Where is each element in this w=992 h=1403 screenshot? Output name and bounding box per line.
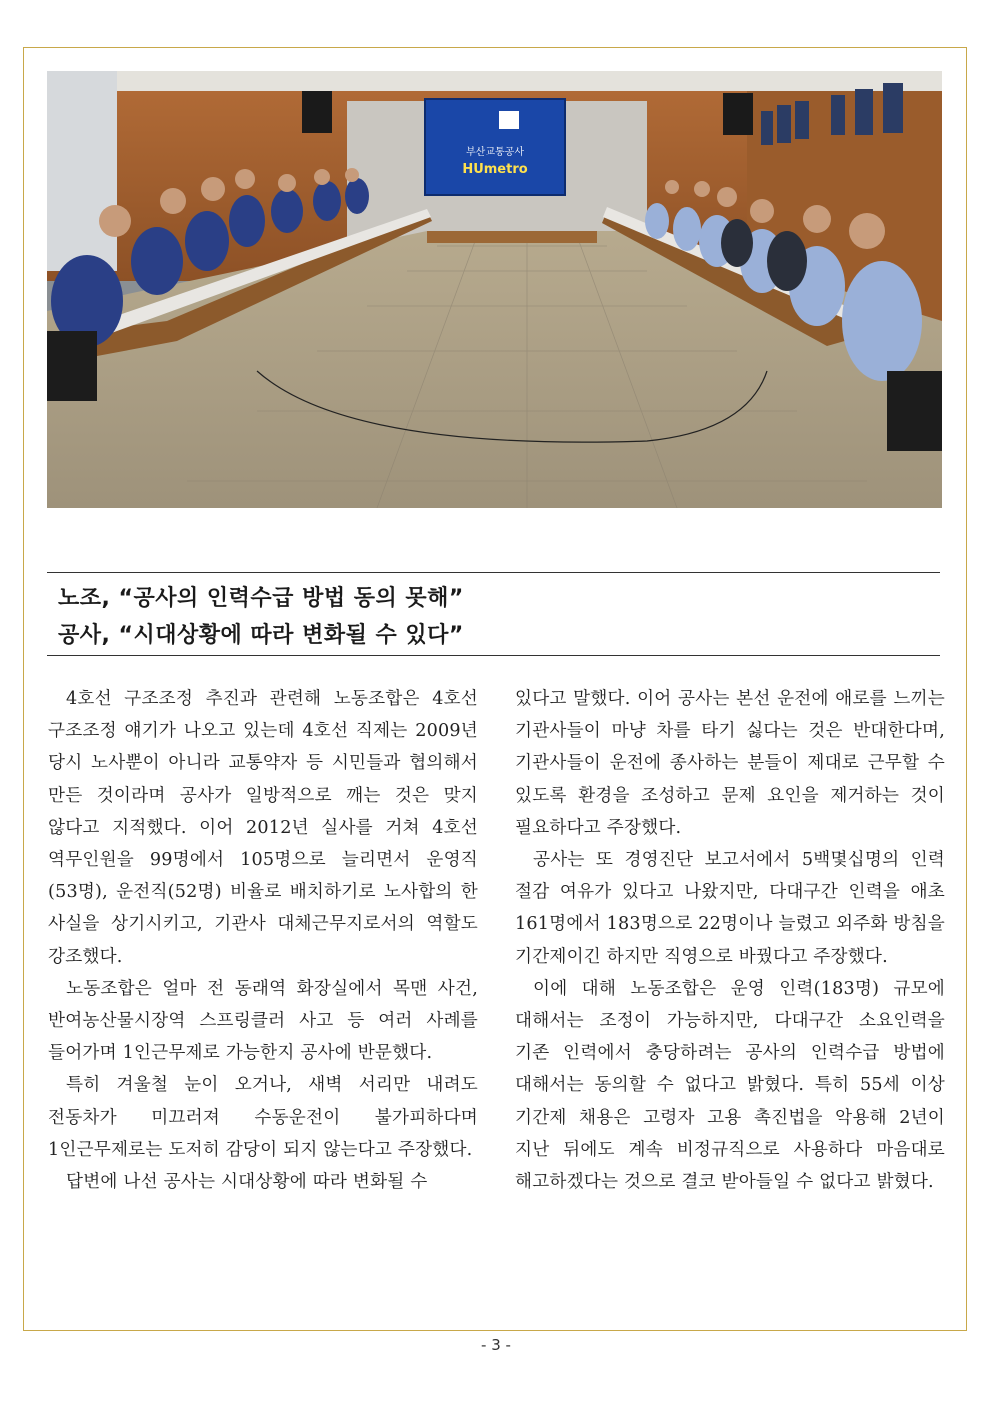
- paragraph-continued: 있다고 말했다. 이어 공사는 본선 운전에 애로를 느끼는 기관사들이 마냥 차를 타기 싫다는 것은 반대한다며, 기관사들이 운전에 종사하는 분들이 제대로 근무할 수 있도록 환경을 조성하고 문제 요인을 제거하는 것이 필요하다고 주장했다.: [515, 689, 945, 838]
- headline-line-1: 노조, “공사의 인력수급 방법 동의 못해”: [58, 586, 464, 611]
- article-column-right: [515, 683, 945, 1198]
- screen-logo-top: 부산교통공사: [466, 147, 524, 158]
- paragraph: 공사는 또 경영진단 보고서에서 5백몇십명의 인력 절감 여유가 있다고 나왔지만, 다대구간 인력을 애초 161명에서 183명으로 22명이나 늘렸고 외주화 방침을 기간제이긴 하지만 직영으로 바꿨다고 주장했다.: [515, 850, 945, 967]
- headline-line-2: 공사, “시대상황에 따라 변화될 수 있다”: [58, 623, 464, 648]
- meeting-photo: [47, 71, 942, 508]
- page-number: - 3 -: [481, 1336, 511, 1354]
- meeting-room-image: [47, 71, 942, 508]
- paragraph: 답변에 나선 공사는 시대상황에 따라 변화될 수: [66, 1172, 428, 1193]
- paragraph: 4호선 구조조정 추진과 관련해 노동조합은 4호선 구조조정 얘기가 나오고 있는데 4호선 직제는 2009년 당시 노사뿐이 아니라 교통약자 등 시민들과 협의해서 만든 것이라며 공사가 일방적으로 깨는 것은 맞지 않다고 지적했다. 이어 2012년 실사를 거쳐 4호선 역무인원을 99명에서 105명으로 늘리면서 운영직(53명), 운전직(52명) 비율로 배치하기로 노사합의 한 사실을 상기시키고, 기관사 대체근무지로서의 역할도 강조했다.: [48, 689, 478, 967]
- paragraph: 노동조합은 얼마 전 동래역 화장실에서 목맨 사건, 반여농산물시장역 스프링클러 사고 등 여러 사례를 들어가며 1인근무제로 가능한지 공사에 반문했다.: [48, 978, 478, 1064]
- headline-top-rule: [47, 572, 940, 573]
- paragraph: 이에 대해 노동조합은 운영 인력(183명) 규모에 대해서는 조정이 가능하지만, 다대구간 소요인력을 기존 인력에서 충당하려는 공사의 인력수급 방법에 대해서는 동의할 수 없다고 밝혔다. 특히 55세 이상 기간제 채용은 고령자 고용 촉진법을 악용해 2년이 지난 뒤에도 계속 비정규직으로 사용하다 마음대로 해고하겠다는 것으로 결코 받아들일 수 없다고 밝혔다.: [515, 978, 945, 1193]
- paragraph: 특히 겨울철 눈이 오거나, 새벽 서리만 내려도 전동차가 미끄러져 수동운전이 불가피하다며 1인근무제로는 도저히 감당이 되지 않는다고 주장했다.: [48, 1075, 478, 1160]
- article-column-left: [48, 683, 478, 1198]
- headline-bottom-rule: [47, 655, 940, 656]
- screen-logo-bottom: HUmetro: [462, 162, 528, 177]
